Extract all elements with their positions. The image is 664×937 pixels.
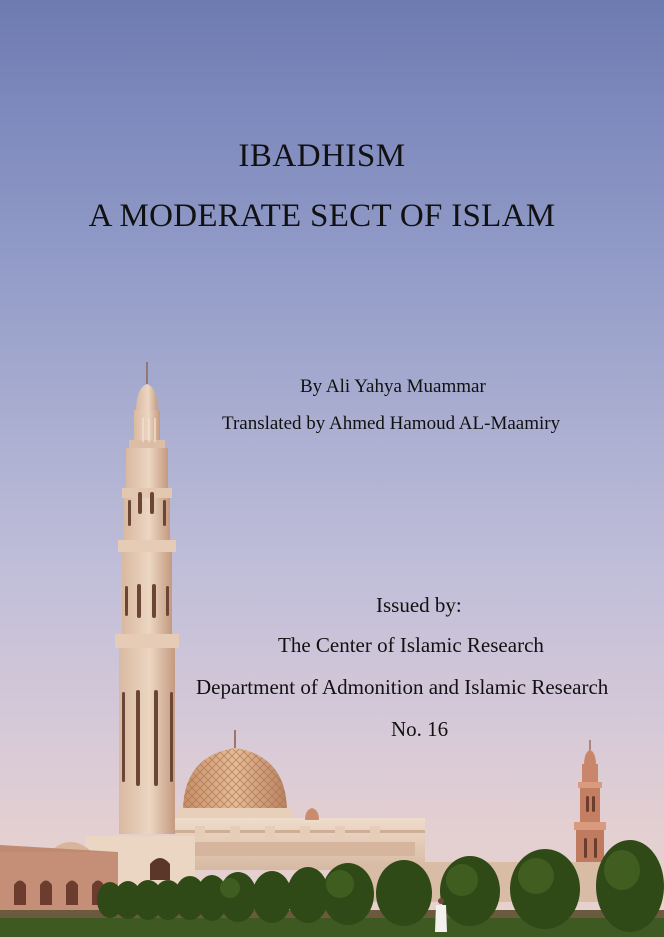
translator-credit: Translated by Ahmed Hamoud AL-Maamiry	[222, 413, 561, 434]
department-name: Department of Admonition and Islamic Research	[196, 675, 609, 699]
author-credit: By Ali Yahya Muammar	[300, 376, 486, 397]
publisher-name: The Center of Islamic Research	[278, 633, 544, 657]
publication-number: No. 16	[391, 717, 449, 741]
cover-title-line-2: A MODERATE SECT OF ISLAM	[88, 198, 556, 234]
small-minaret	[574, 740, 606, 874]
main-minaret	[115, 362, 179, 834]
cover-title-line-1: IBADHISM	[238, 138, 406, 174]
mosque-dome	[178, 730, 292, 818]
issued-by-label: Issued by:	[376, 593, 462, 617]
